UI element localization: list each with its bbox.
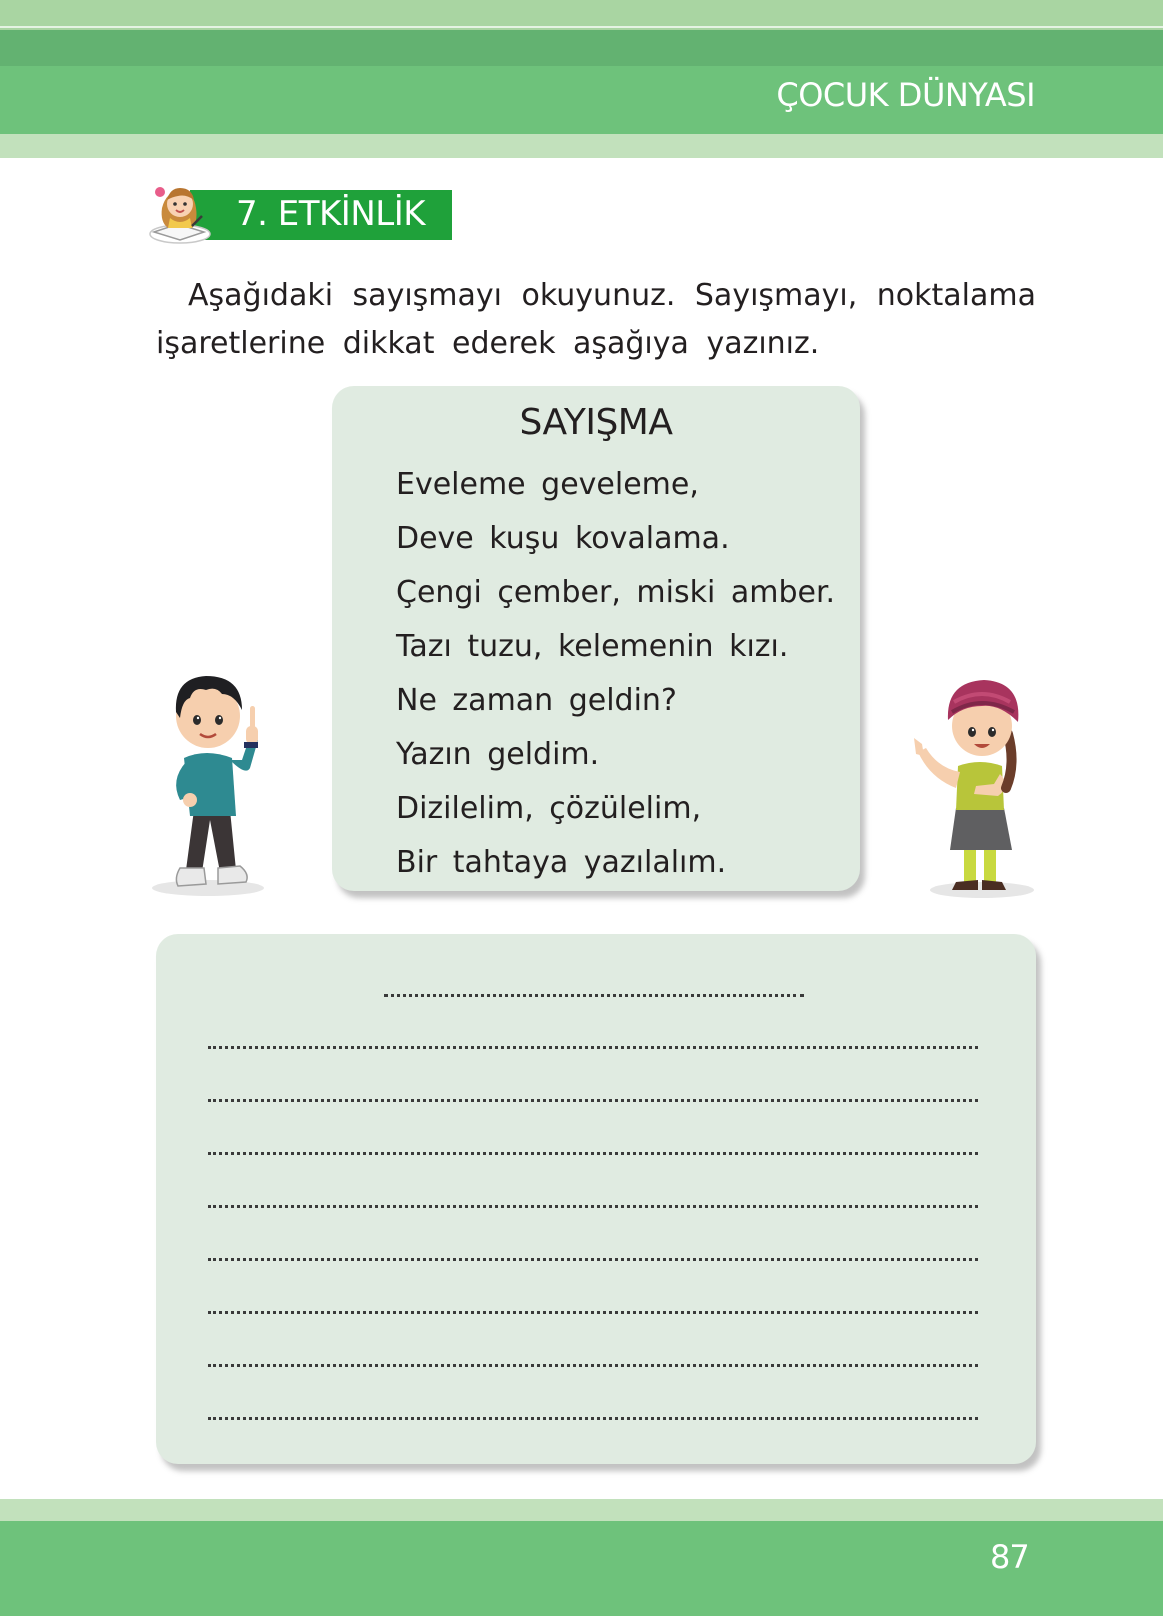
poem-line: Ne zaman geldin? (396, 683, 677, 718)
title-writing-line[interactable] (384, 994, 804, 997)
activity-label: 7. ETKİNLİK (236, 194, 426, 234)
instructions-text: Aşağıdaki sayışmayı okuyunuz. Sayışmayı, noktalama işaretlerine dikkat ederek aşağıya yazınız. (156, 278, 1036, 361)
poem-line: Dizilelim, çözülelim, (396, 791, 702, 826)
series-title: ÇOCUK DÜNYASI (776, 76, 1035, 114)
writing-line[interactable] (208, 1099, 978, 1102)
poem-line: Tazı tuzu, kelemenin kızı. (396, 629, 789, 664)
writing-line[interactable] (208, 1417, 978, 1420)
header-top-stripe (0, 0, 1163, 30)
poem-title: SAYIŞMA (519, 402, 673, 443)
writing-area (156, 934, 1036, 1464)
poem-lines (396, 458, 835, 890)
writing-line[interactable] (208, 1364, 978, 1367)
writing-line[interactable] (208, 1152, 978, 1155)
poem-card (332, 386, 860, 891)
writing-line[interactable] (208, 1205, 978, 1208)
mascot-girl-writing-icon (140, 170, 218, 248)
page-number: 87 (990, 1538, 1029, 1576)
poem-line: Deve kuşu kovalama. (396, 521, 730, 556)
poem-line: Bir tahtaya yazılalım. (396, 845, 727, 880)
writing-line[interactable] (208, 1046, 978, 1049)
writing-line[interactable] (208, 1311, 978, 1314)
header-under-stripe (0, 134, 1163, 158)
poem-line: Çengi çember, miski amber. (396, 575, 836, 610)
writing-line[interactable] (208, 1258, 978, 1261)
poem-line: Yazın geldim. (396, 737, 600, 772)
boy-illustration-icon (150, 660, 280, 900)
footer-light-stripe (0, 1499, 1163, 1521)
poem-line: Eveleme geveleme, (396, 467, 699, 502)
footer-band (0, 1521, 1163, 1616)
girl-illustration-icon (912, 668, 1046, 900)
